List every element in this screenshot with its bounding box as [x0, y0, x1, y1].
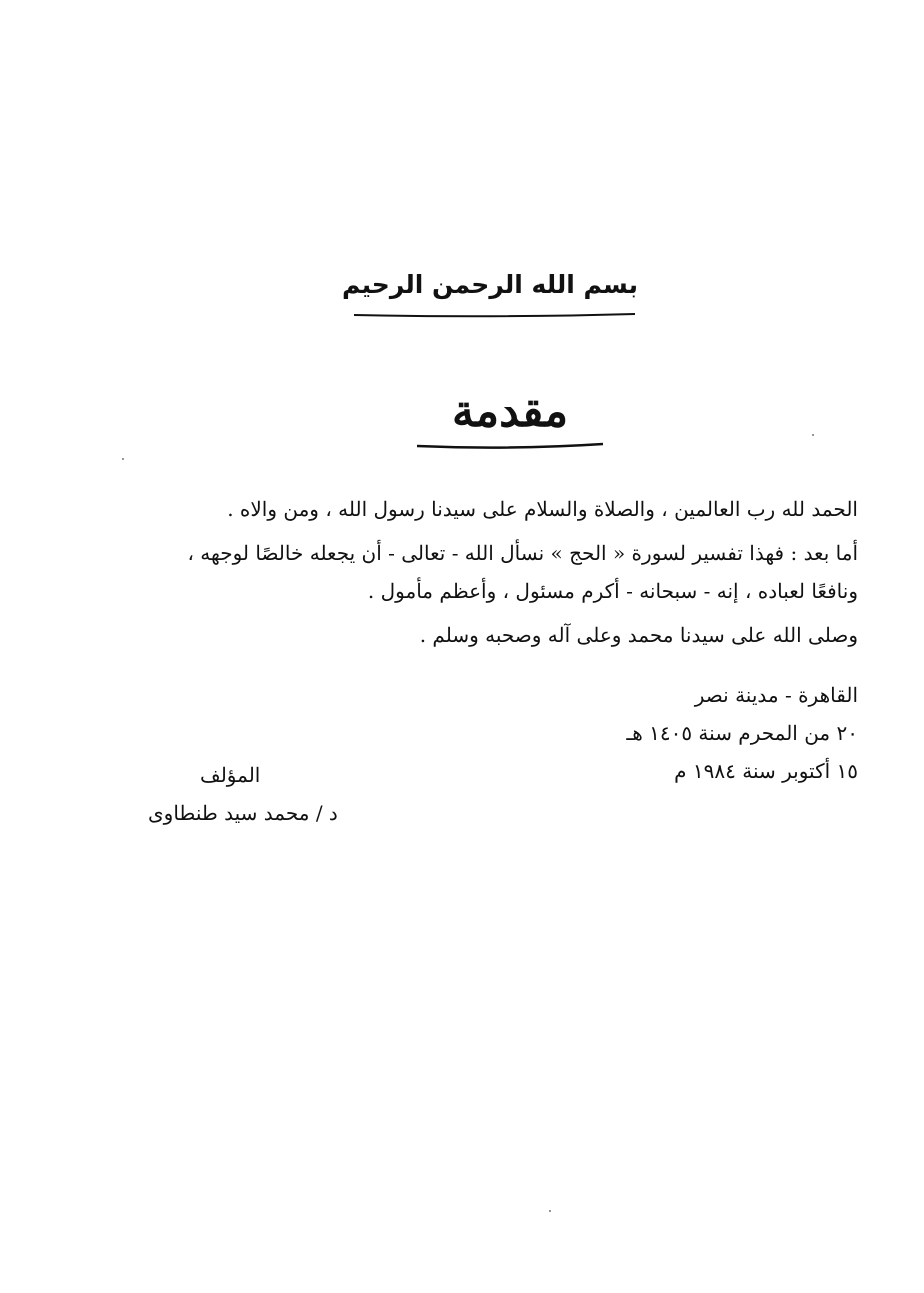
- basmala-heading: بسم الله الرحمن الرحيم: [342, 270, 638, 299]
- author-label: المؤلف: [200, 763, 261, 787]
- page-title: مقدمة: [451, 386, 569, 437]
- basmala-underline-flourish: [352, 312, 637, 318]
- body-line-2: أما بعد : فهذا تفسير لسورة « الحج » نسأل الله - تعالى - أن يجعله خالصًا لوجهه ،: [187, 541, 858, 565]
- body-line-3: ونافعًا لعباده ، إنه - سبحانه - أكرم مسئول ، وأعظم مأمول .: [367, 579, 858, 603]
- scan-speck: [549, 1210, 551, 1212]
- hijri-date-line: ٢٠ من المحرم سنة ١٤٠٥ هـ: [626, 721, 858, 745]
- scan-speck: [812, 434, 814, 436]
- body-line-1: الحمد لله رب العالمين ، والصلاة والسلام على سيدنا رسول الله ، ومن والاه .: [227, 497, 858, 521]
- place-line: القاهرة - مدينة نصر: [694, 683, 858, 707]
- author-name: د / محمد سيد طنطاوى: [148, 801, 338, 825]
- title-underline-flourish: [415, 440, 605, 450]
- scan-speck: [122, 458, 124, 460]
- gregorian-date-line: ١٥ أكتوبر سنة ١٩٨٤ م: [674, 759, 858, 783]
- body-line-4: وصلى الله على سيدنا محمد وعلى آله وصحبه وسلم .: [419, 623, 858, 647]
